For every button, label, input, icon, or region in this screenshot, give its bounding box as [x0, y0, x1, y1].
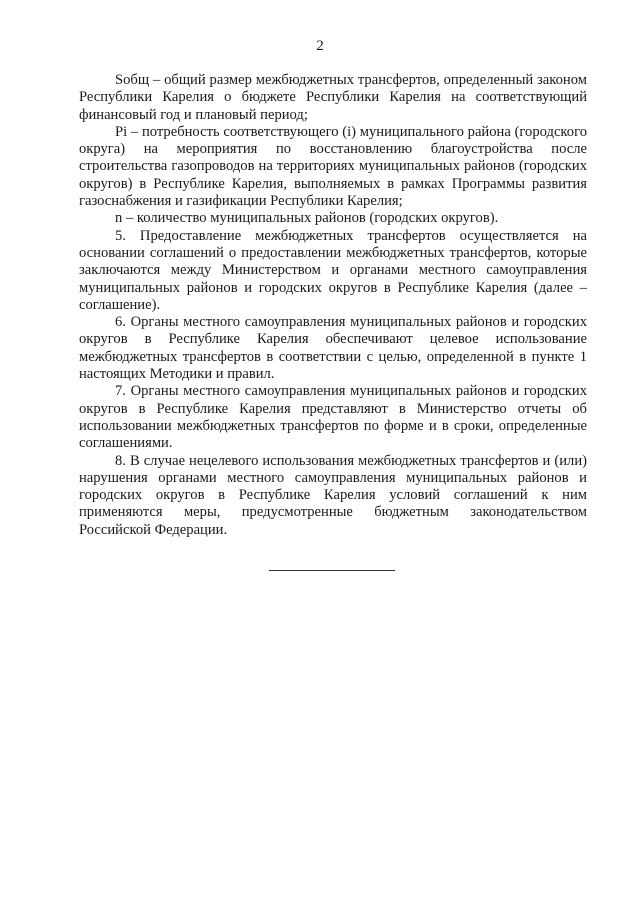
document-body: [79, 72, 587, 539]
end-separator-line: [269, 570, 395, 571]
paragraph-item-7: 7. Органы местного самоуправления муниципальных районов и городских округов в Республике Карелия представляют в Министерство отчеты об использовании межбюджетных трансфертов по форме и в сроки, определенные соглашениями.: [79, 383, 587, 452]
paragraph-item-5: 5. Предоставление межбюджетных трансфертов осуществляется на основании соглашений о предоставлении межбюджетных трансфертов, которые заключаются между Министерством и органами местного самоуправления муниципальных районов и городских округов в Республике Карелия (далее – соглашение).: [79, 227, 587, 313]
paragraph-sobshch-definition: Sобщ – общий размер межбюджетных трансфертов, определенный законом Республики Карелия о бюджете Республики Карелия на соответствующий финансовый год и плановый период;: [79, 72, 587, 123]
page-number: 2: [316, 38, 324, 54]
paragraph-pi-definition: Pi – потребность соответствующего (i) муниципального района (городского округа) на мероприятия по восстановлению благоустройства после строительства газопроводов на территориях муниципальных районов (городских округов) в Республике Карелия, выполняемых в рамках Программы развития газоснабжения и газификации Республики Карелия;: [79, 123, 587, 210]
paragraph-item-8: 8. В случае нецелевого использования межбюджетных трансфертов и (или) нарушения органами местного самоуправления муниципальных районов и городских округов в Республике Карелия условий соглашений к ним применяются меры, предусмотренные бюджетным законодательством Российской Федерации.: [79, 452, 587, 538]
paragraph-item-6: 6. Органы местного самоуправления муниципальных районов и городских округов в Республике Карелия обеспечивают целевое использование межбюджетных трансфертов в соответствии с целью, определенной в пункте 1 настоящих Методики и правил.: [79, 314, 587, 383]
paragraph-n-definition: n – количество муниципальных районов (городских округов).: [115, 210, 499, 227]
